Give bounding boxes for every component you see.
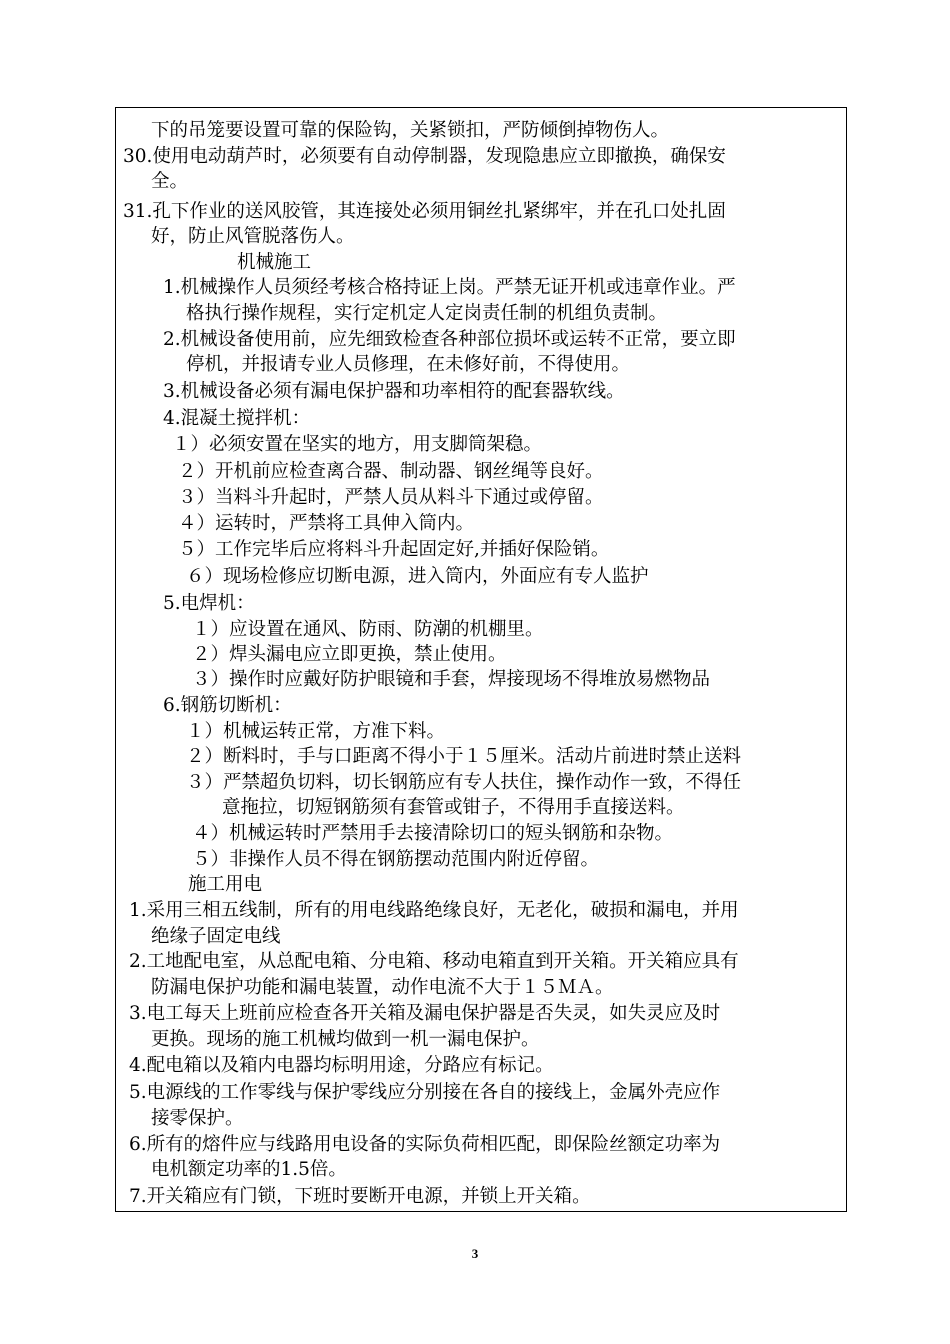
text-line: 3.机械设备必须有漏电保护器和功率相符的配套器软线。 xyxy=(163,381,625,402)
text-line: 1.采用三相五线制，所有的用电线路绝缘良好，无老化，破损和漏电，并用 xyxy=(129,900,739,921)
text-line: 电机额定功率的1.5倍。 xyxy=(151,1159,347,1180)
section-heading: 施工用电 xyxy=(188,874,263,895)
text-line: ４）机械运转时严禁用手去接清除切口的短头钢筋和杂物。 xyxy=(192,823,674,844)
text-line: １）应设置在通风、防雨、防潮的机棚里。 xyxy=(192,619,544,640)
text-line: １）机械运转正常，方准下料。 xyxy=(186,721,446,742)
text-line: 意拖拉，切短钢筋须有套管或钳子，不得用手直接送料。 xyxy=(222,797,685,818)
text-line: 4.混凝土搅拌机： xyxy=(163,408,311,429)
text-line: １）必须安置在坚实的地方，用支脚筒架稳。 xyxy=(172,434,543,455)
text-line: 好，防止风管脱落伤人。 xyxy=(151,226,355,247)
text-line: 2.机械设备使用前，应先细致检查各种部位损坏或运转不正常，要立即 xyxy=(163,329,736,350)
text-line: ３）操作时应戴好防护眼镜和手套，焊接现场不得堆放易燃物品 xyxy=(192,669,711,690)
text-line: 2.工地配电室，从总配电箱、分电箱、移动电箱直到开关箱。开关箱应具有 xyxy=(129,951,739,972)
text-line: ２）焊头漏电应立即更换，禁止使用。 xyxy=(192,644,507,665)
text-line: 防漏电保护功能和漏电装置，动作电流不大于１５ＭＡ。 xyxy=(151,977,614,998)
text-line: ４）运转时，严禁将工具伸入筒内。 xyxy=(178,513,475,534)
section-heading: 机械施工 xyxy=(237,252,312,273)
text-line: 停机，并报请专业人员修理，在未修好前，不得使用。 xyxy=(186,354,631,375)
text-line: 5.电焊机： xyxy=(163,593,255,614)
text-line: ５）非操作人员不得在钢筋摆动范围内附近停留。 xyxy=(192,849,600,870)
text-line: 6.所有的熔件应与线路用电设备的实际负荷相匹配，即保险丝额定功率为 xyxy=(129,1134,721,1155)
text-line: 更换。现场的施工机械均做到一机一漏电保护。 xyxy=(151,1029,540,1050)
text-line: 绝缘子固定电线 xyxy=(151,926,281,947)
text-line: 格执行操作规程，实行定机定人定岗责任制的机组负责制。 xyxy=(186,303,668,324)
text-line: 31.孔下作业的送风胶管，其连接处必须用铜丝扎紧绑牢，并在孔口处扎固 xyxy=(123,201,726,222)
text-line: ６）现场检修应切断电源，进入筒内，外面应有专人监护 xyxy=(186,566,649,587)
text-line: ２）开机前应检查离合器、制动器、钢丝绳等良好。 xyxy=(178,461,604,482)
text-line: 4.配电箱以及箱内电器均标明用途，分路应有标记。 xyxy=(129,1055,554,1076)
text-line: 6.钢筋切断机： xyxy=(163,695,292,716)
text-line: 5.电源线的工作零线与保护零线应分别接在各自的接线上，金属外壳应作 xyxy=(129,1082,721,1103)
text-line: 3.电工每天上班前应检查各开关箱及漏电保护器是否失灵，如失灵应及时 xyxy=(129,1003,721,1024)
text-line: 下的吊笼要设置可靠的保险钩，关紧锁扣，严防倾倒掉物伤人。 xyxy=(151,120,670,141)
text-line: ３）当料斗升起时，严禁人员从料斗下通过或停留。 xyxy=(178,487,604,508)
text-line: ２）断料时，手与口距离不得小于１５厘米。活动片前进时禁止送料 xyxy=(186,746,742,767)
text-line: 全。 xyxy=(151,171,189,192)
text-line: ５）工作完毕后应将料斗升起固定好,并插好保险销。 xyxy=(178,539,610,560)
text-line: 1.机械操作人员须经考核合格持证上岗。严禁无证开机或违章作业。严 xyxy=(163,277,736,298)
text-line: 7.开关箱应有门锁，下班时要断开电源，并锁上开关箱。 xyxy=(129,1186,591,1207)
text-line: 接零保护。 xyxy=(151,1108,244,1129)
page-number: 3 xyxy=(471,1246,479,1261)
text-line: ３）严禁超负切料，切长钢筋应有专人扶住，操作动作一致，不得任 xyxy=(186,772,742,793)
text-line: 30.使用电动葫芦时，必须要有自动停制器，发现隐患应立即撤换，确保安 xyxy=(123,146,726,167)
